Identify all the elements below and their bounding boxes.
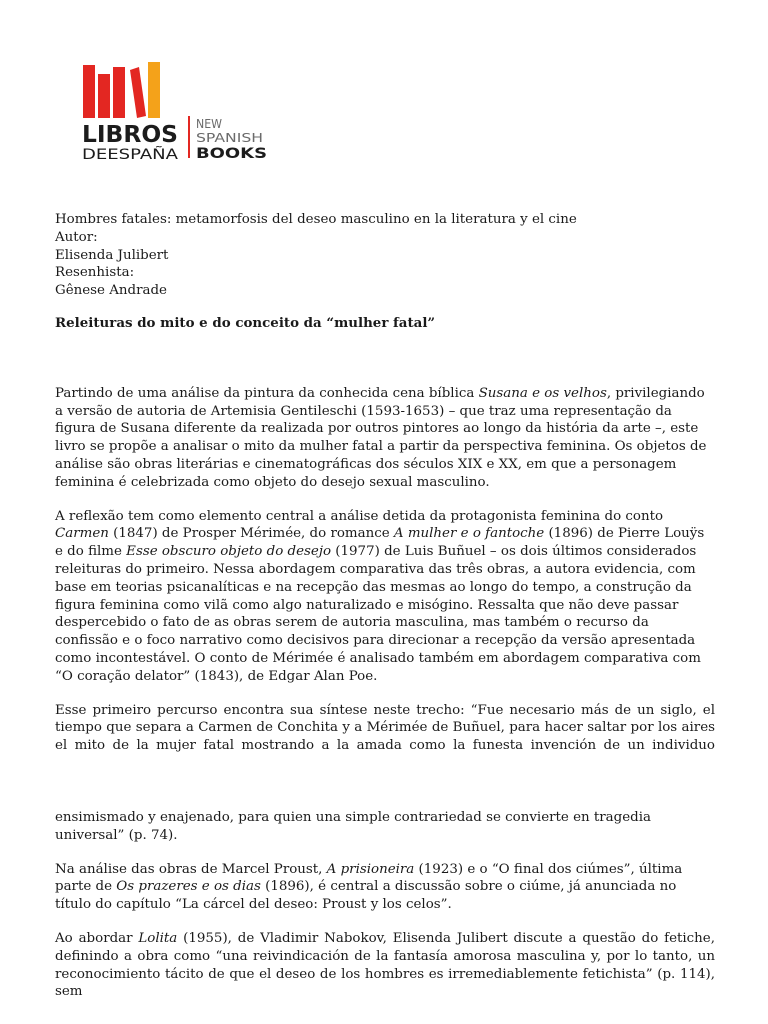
logo-book-5 — [148, 62, 160, 118]
logo-book-4 — [130, 67, 146, 118]
review-document — [55, 211, 715, 1001]
logo-brand-line1: LIBROS — [82, 122, 178, 148]
logo-brand-line2: DEESPAÑA — [82, 147, 160, 163]
paragraph-2: A reflexão tem como elemento central a análise detida da protagonista feminina do conto Carmen (1847) de Prosper Mérimée, do romance A mulher e o fantoche (1896) de Pierre Louÿs e do filme Esse obscuro objeto do desejo (1977) de Luis Buñuel – os dois últimos considerados releituras do primeiro. Nessa abordagem comparativa das três obras, a autora evidencia, com base em teorias psicanalíticas e na recepção das mesmas ao longo do tempo, a construção da figura feminina como vilã como algo naturalizado e misógino. Ressalta que não deve passar despercebido o fato de as obras serem de autoria masculina, mas também o recurso da confissão e o foco narrativo como decisivos para direcionar a recepção da versão apresentada como incontestável. O conto de Mérimée é analisado também em abordagem comparativa com “O coração delator” (1843), de Edgar Alan Poe. — [55, 508, 705, 684]
logo-book-1 — [83, 65, 95, 118]
reviewer-name: Gênese Andrade — [55, 283, 167, 299]
logo-book-3 — [113, 67, 125, 118]
logo-tag-line2: SPANISH — [196, 131, 263, 145]
author-label: Autor: — [55, 229, 98, 245]
review-heading: Releituras do mito e do conceito da “mulher fatal” — [55, 314, 436, 331]
logo-book-2 — [98, 74, 110, 118]
logo-tag-line1: NEW — [196, 117, 223, 131]
reviewer-label: Resenhista: — [55, 265, 135, 281]
paragraph-4: Na análise das obras de Marcel Proust, A prisioneira (1923) e o “O final dos ciúmes”, última parte de Os prazeres e os dias (1896), é central a discussão sobre o ciúme, já anunciada no título do capítulo “La cárcel del deseo: Proust y los celos”. — [55, 861, 683, 913]
paragraph-3-continued: ensimismado y enajenado, para quien una simple contrariedad se convierte en tragedia universal” (p. 74). — [55, 809, 651, 843]
libros-de-espana-logo — [82, 58, 282, 168]
book-title: Hombres fatales: metamorfosis del deseo masculino en la literatura y el cine — [55, 212, 577, 227]
logo-divider — [188, 116, 190, 158]
paragraph-1: Partindo de uma análise da pintura da conhecida cena bíblica Susana e os velhos, privilegiando a versão de autoria de Artemisia Gentileschi (1593-1653) – que traz uma representação da figura de Susana diferente da realizada por outros pintores ao longo da história da arte –, este livro se propõe a analisar o mito da mulher fatal a partir da perspectiva feminina. Os objetos de análise são obras literárias e cinematográficas dos séculos XIX e XX, em que a personagem feminina é celebrizada como objeto do desejo sexual masculino. — [55, 385, 707, 490]
logo-graphic — [82, 58, 282, 168]
paragraph-3: Esse primeiro percurso encontra sua síntese neste trecho: “Fue necesario más de un siglo, el tiempo que separa a Carmen de Conchita y a Mérimée de Buñuel, para hacer saltar por los aires el mito de la mujer fatal mostrando a la amada como la funesta invención de un individuo — [55, 702, 715, 754]
logo-tag-line3: BOOKS — [196, 146, 267, 162]
author-name: Elisenda Julibert — [55, 247, 169, 263]
paragraph-5: Ao abordar Lolita (1955), de Vladimir Nabokov, Elisenda Julibert discute a questão do fetiche, definindo a obra como “una reivindicación de la fantasía amorosa masculina y, por lo tanto, un reconocimiento tácito de que el deseo de los hombres es irremediablemente fetichista” (p. 114), sem — [55, 930, 715, 1000]
